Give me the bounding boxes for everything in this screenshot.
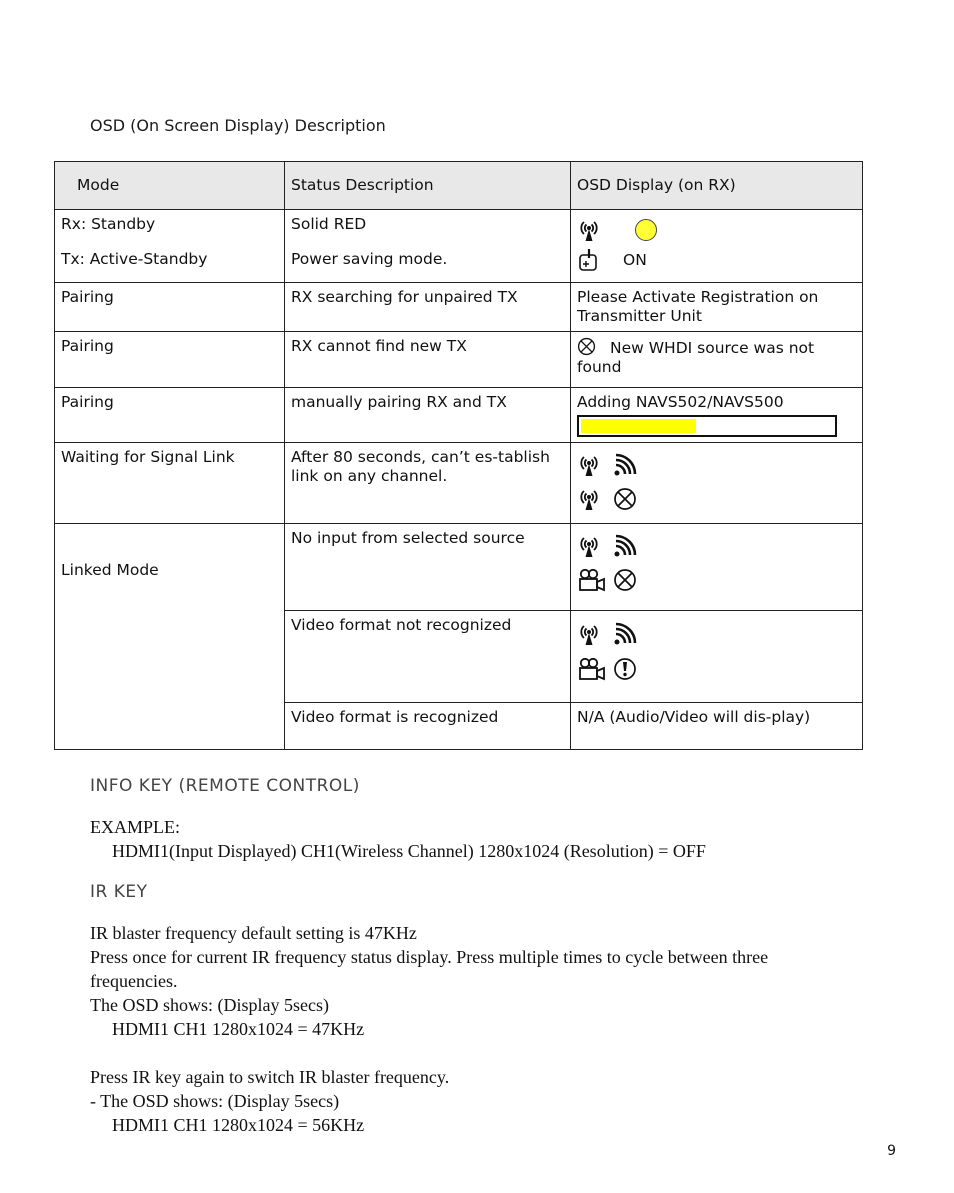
- info-key-heading: INFO KEY (REMOTE CONTROL): [90, 776, 360, 796]
- example-label: EXAMPLE:: [90, 817, 180, 837]
- ir-line-56khz: HDMI1 CH1 1280x1024 = 56KHz: [112, 1115, 365, 1135]
- ir-key-body: [90, 921, 850, 1137]
- mode-cell: [55, 210, 285, 283]
- status-cell: Video format is recognized: [285, 703, 571, 750]
- status-cell: [285, 210, 571, 283]
- mode-cell: Pairing: [55, 388, 285, 443]
- status-cell: No input from selected source: [285, 524, 571, 611]
- display-cell: [571, 388, 863, 443]
- status-cell: RX cannot find new TX: [285, 332, 571, 388]
- table-row: [55, 283, 863, 332]
- power-hand-icon: [577, 248, 601, 272]
- signal-strength-icon: [613, 534, 637, 558]
- display-cell: [571, 611, 863, 703]
- mode-cell: Pairing: [55, 332, 285, 388]
- antenna-icon: [577, 622, 601, 646]
- exclamation-circle-icon: [613, 657, 637, 681]
- display-cell: Please Activate Registration on Transmitter Unit: [571, 283, 863, 332]
- antenna-icon: [577, 218, 601, 242]
- table-row: [55, 388, 863, 443]
- table-header-row: [55, 162, 863, 210]
- ir-line-default: IR blaster frequency default setting is 47KHz: [90, 923, 417, 943]
- table-row: [55, 332, 863, 388]
- example-text: HDMI1(Input Displayed) CH1(Wireless Channel) 1280x1024 (Resolution) = OFF: [112, 841, 706, 861]
- display-cell: [571, 210, 863, 283]
- page-number: 9: [887, 1143, 896, 1159]
- antenna-icon: [577, 453, 601, 477]
- signal-strength-icon: [613, 622, 637, 646]
- status-cell: manually pairing RX and TX: [285, 388, 571, 443]
- ir-line-osd-shows: The OSD shows: (Display 5secs): [90, 995, 329, 1015]
- mode-cell: Waiting for Signal Link: [55, 443, 285, 524]
- table-row: [55, 210, 863, 283]
- antenna-icon: [577, 487, 601, 511]
- camera-icon: [577, 657, 607, 681]
- header-status-description: Status Description: [285, 162, 571, 210]
- display-text: New WHDI source was not found: [577, 339, 815, 376]
- ir-key-heading: IR KEY: [90, 882, 148, 902]
- display-text: Adding NAVS502/NAVS500: [577, 393, 784, 411]
- ir-line-47khz: HDMI1 CH1 1280x1024 = 47KHz: [112, 1019, 365, 1039]
- cross-circle-icon: [577, 337, 596, 356]
- signal-strength-icon: [613, 453, 637, 477]
- display-cell: N/A (Audio/Video will dis-play): [571, 703, 863, 750]
- display-cell: [571, 443, 863, 524]
- display-cell: [571, 524, 863, 611]
- status-power-saving: Power saving mode.: [291, 250, 448, 268]
- ir-line-press-once: Press once for current IR frequency status display. Press multiple times to cycle between three frequencies.: [90, 947, 769, 991]
- status-cell: After 80 seconds, can’t es-tablish link on any channel.: [285, 443, 571, 524]
- header-osd-display: OSD Display (on RX): [571, 162, 863, 210]
- status-cell: RX searching for unpaired TX: [285, 283, 571, 332]
- mode-rx-standby: Rx: Standby: [61, 215, 156, 233]
- camera-icon: [577, 568, 607, 592]
- ir-line-press-again: Press IR key again to switch IR blaster frequency.: [90, 1067, 450, 1087]
- display-on-text: ON: [623, 250, 647, 269]
- table-row: [55, 524, 863, 611]
- mode-tx-active-standby: Tx: Active-Standby: [61, 250, 208, 268]
- led-indicator: [635, 219, 657, 241]
- header-mode: Mode: [55, 162, 285, 210]
- display-cell: [571, 332, 863, 388]
- mode-cell: Pairing: [55, 283, 285, 332]
- ir-line-osd-shows-2: - The OSD shows: (Display 5secs): [90, 1091, 340, 1111]
- osd-description-table: [54, 161, 863, 750]
- section-title: OSD (On Screen Display) Description: [90, 116, 386, 135]
- progress-fill: [581, 419, 696, 433]
- status-cell: Video format not recognized: [285, 611, 571, 703]
- table-row: [55, 443, 863, 524]
- pairing-progress-bar: [577, 415, 837, 437]
- antenna-icon: [577, 534, 601, 558]
- cross-circle-icon: [613, 568, 637, 592]
- mode-cell: Linked Mode: [55, 524, 285, 750]
- cross-circle-icon: [613, 487, 637, 511]
- status-solid-red: Solid RED: [291, 215, 367, 233]
